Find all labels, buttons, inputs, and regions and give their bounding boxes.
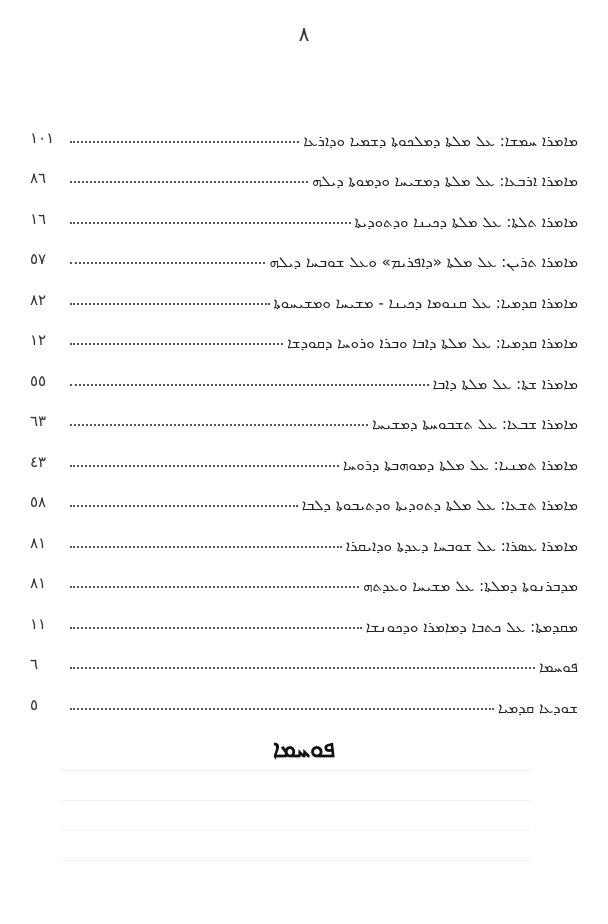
toc-page-number: ١٢ xyxy=(30,331,47,349)
dot-leader xyxy=(70,222,351,224)
dot-leader xyxy=(70,505,298,507)
toc-title: ܡܐܡܪܐ ܬܡܢܝܐ: ܥܠ ܡܠܬܐ ܕܡܘܗܒܬܐ ܕܪܘܚܐ xyxy=(342,455,578,474)
toc-title: ܦܘܚܡܐ xyxy=(539,658,578,676)
toc-page-number: ٦ xyxy=(30,655,39,673)
toc-entry xyxy=(30,681,578,722)
toc-page-number: ١٠١ xyxy=(30,128,55,147)
dot-leader xyxy=(70,424,368,426)
toc-entry xyxy=(30,317,578,358)
dot-leader xyxy=(70,181,308,183)
toc-title: ܡܐܡܪܐ ܬܪܝܢ: ܥܠ ܡܠܬܐ «ܕܐܦܪܝܡ» ܘܥܠ ܫܘܒܚܐ ܕܝܠܗ xyxy=(269,253,578,271)
toc-entry xyxy=(30,195,578,236)
dot-leader xyxy=(70,384,429,386)
dot-leader xyxy=(70,262,265,264)
toc-entry xyxy=(30,641,578,682)
toc-title: ܡܐܡܪܐ ܩܕܡܝܐ: ܥܠ ܡܠܬܐ ܕܐܒܐ ܘܒܪܐ ܘܪܘܚܐ ܕܩܘܕܫܐ xyxy=(287,334,578,352)
toc-entry xyxy=(30,438,578,479)
contents-heading: ܦܘܚܡܐ xyxy=(272,735,336,763)
toc-page-number: ٨١ xyxy=(30,533,47,552)
toc-page-number: ٤٣ xyxy=(30,452,47,471)
toc-title: ܡܐܡܪܐ ܚܡܫܐ: ܥܠ ܡܠܬܐ ܕܡܠܟܘܬܐ ܕܫܡܝܐ ܘܕܐܪܥܐ xyxy=(303,131,578,150)
dot-leader xyxy=(70,546,342,548)
dot-leader xyxy=(70,303,270,305)
toc-title: ܡܐܡܪܐ ܩܕܡܝܐ: ܥܠ ܩܢܘܡܐ ܕܟܝܢܐ - ܡܫܝܚܐ ܘܡܫܝܚܘܬܐ xyxy=(273,293,578,312)
toc-entry xyxy=(30,479,578,520)
toc-title: ܡܕܒܪܢܘܬܐ ܕܡܠܬܐ: ܥܠ ܡܫܝܚܐ ܘܥܕܬܗ xyxy=(363,577,578,595)
toc-page-number: ٥ xyxy=(30,695,39,714)
dot-leader xyxy=(70,465,339,467)
toc-title: ܡܐܡܪܐ ܬܫܥܐ: ܥܠ ܡܠܬܐ ܕܬܘܕܝܬܐ ܘܕܬܝܒܘܬܐ ܕܠܒܐ xyxy=(301,496,578,514)
dot-leader xyxy=(70,627,362,629)
toc-page-number: ٥٥ xyxy=(30,371,47,390)
dot-leader xyxy=(70,586,359,588)
toc-page-number: ٨٢ xyxy=(30,290,47,309)
toc-page-number: ٥٧ xyxy=(30,250,47,268)
toc-title: ܡܐܡܪܐ ܫܬܐ: ܥܠ ܡܠܬܐ ܕܐܒܐ xyxy=(432,374,578,393)
toc-entry xyxy=(30,155,578,196)
toc-page-number: ٨٦ xyxy=(30,169,47,187)
toc-entry xyxy=(30,357,578,398)
toc-title: ܡܐܡܪܐ ܫܒܥܐ: ܥܠ ܬܫܒܘܚܬܐ ܕܡܫܝܚܐ xyxy=(372,415,578,433)
table-of-contents xyxy=(30,114,578,722)
toc-entry xyxy=(30,236,578,277)
faint-show-through-line xyxy=(60,770,530,771)
toc-page-number: ٦٣ xyxy=(30,412,47,430)
dot-leader xyxy=(70,141,299,143)
toc-page-number: ٨١ xyxy=(30,574,47,592)
page-number: ٨ xyxy=(298,22,310,46)
toc-title: ܡܐܡܪܐ ܐܪܒܥܐ: ܥܠ ܡܠܬܐ ܕܡܫܝܚܐ ܘܕܡܘܬܐ ܕܝܠܗ xyxy=(312,172,578,190)
dot-leader xyxy=(70,667,535,669)
dot-leader xyxy=(70,343,283,345)
faint-show-through-line xyxy=(60,830,530,831)
toc-entry xyxy=(30,519,578,560)
toc-title: ܡܩܕܡܬܐ: ܥܠ ܟܬܒܐ ܕܡܐܡܪܐ ܘܕܟܘܢܫܐ xyxy=(365,617,578,636)
toc-entry xyxy=(30,114,578,155)
faint-show-through-line xyxy=(60,860,530,861)
toc-title: ܡܐܡܪܐ ܥܣܪܐ: ܥܠ ܫܘܒܚܐ ܕܥܕܬܐ ܘܕܐܝܩܪܐ xyxy=(345,536,578,555)
toc-entry xyxy=(30,560,578,601)
toc-page-number: ٥٨ xyxy=(30,493,47,511)
toc-title: ܫܘܕܥܐ ܩܕܡܝܐ xyxy=(497,698,578,717)
toc-entry xyxy=(30,398,578,439)
toc-page-number: ١١ xyxy=(30,614,47,633)
toc-entry xyxy=(30,276,578,317)
toc-entry xyxy=(30,600,578,641)
faint-show-through-line xyxy=(60,800,530,801)
toc-title: ܡܐܡܪܐ ܬܠܬܐ: ܥܠ ܡܠܬܐ ܕܟܝܢܐ ܘܕܬܘܕܝܬܐ xyxy=(354,212,578,231)
toc-page-number: ١٦ xyxy=(30,209,47,228)
dot-leader xyxy=(70,708,494,710)
